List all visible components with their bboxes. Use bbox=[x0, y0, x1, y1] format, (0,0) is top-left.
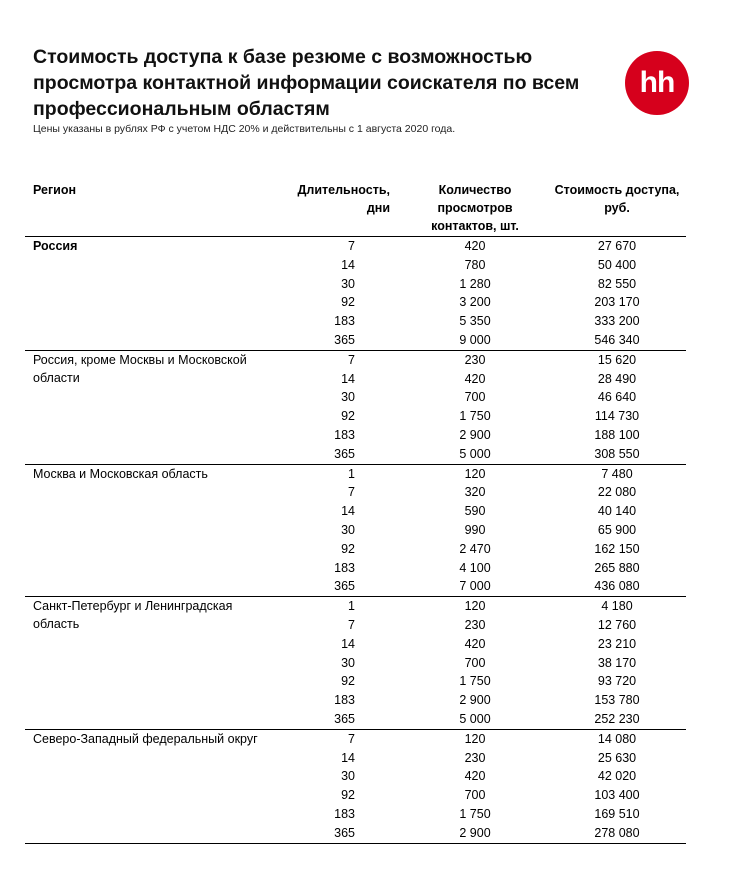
cell-views: 320 bbox=[464, 485, 486, 500]
cell-cost: 12 760 bbox=[597, 618, 637, 632]
cell-views: 120 bbox=[464, 599, 486, 614]
cell-days: 14 bbox=[341, 504, 355, 519]
cell-days: 14 bbox=[341, 750, 355, 765]
cell-views: 3 200 bbox=[459, 295, 491, 310]
cell-days: 92 bbox=[341, 674, 355, 689]
region-name: Санкт-Петербург и Ленинградская область bbox=[33, 599, 233, 632]
cell-views: 1 750 bbox=[459, 674, 491, 689]
cell-days: 30 bbox=[341, 276, 355, 291]
cell-views: 590 bbox=[464, 504, 486, 519]
cell-views: 700 bbox=[464, 655, 486, 670]
cell-views: 7 000 bbox=[459, 579, 491, 594]
hh-logo bbox=[625, 51, 689, 115]
cell-days: 183 bbox=[334, 693, 355, 708]
cell-cost: 252 230 bbox=[594, 712, 640, 726]
cell-cost: 23 210 bbox=[597, 636, 637, 651]
cell-days: 1 bbox=[348, 599, 355, 614]
cell-cost: 153 780 bbox=[594, 693, 640, 708]
cell-cost: 25 630 bbox=[597, 750, 637, 765]
cell-cost: 93 720 bbox=[597, 674, 637, 689]
cell-days: 14 bbox=[341, 257, 355, 272]
cell-cost: 333 200 bbox=[594, 314, 640, 329]
cell-days: 183 bbox=[334, 428, 355, 442]
cell-cost: 7 480 bbox=[601, 466, 633, 481]
cell-cost: 46 640 bbox=[597, 390, 637, 405]
cell-views: 5 350 bbox=[459, 314, 491, 329]
cell-days: 365 bbox=[334, 446, 355, 461]
cell-views: 9 000 bbox=[459, 333, 491, 347]
cell-cost: 82 550 bbox=[597, 276, 637, 291]
cell-days: 14 bbox=[341, 636, 355, 651]
cell-days: 7 bbox=[348, 485, 355, 500]
cell-views: 700 bbox=[464, 390, 486, 405]
cell-days: 92 bbox=[341, 409, 355, 424]
header-views: Количество просмотров контактов, шт. bbox=[431, 183, 519, 233]
cell-views: 420 bbox=[464, 371, 486, 386]
cell-views: 1 750 bbox=[459, 807, 491, 821]
cell-cost: 38 170 bbox=[597, 655, 637, 670]
cell-days: 1 bbox=[348, 466, 355, 481]
cell-views: 120 bbox=[464, 731, 486, 746]
cell-days: 365 bbox=[334, 712, 355, 726]
cell-views: 780 bbox=[464, 257, 486, 272]
cell-days: 92 bbox=[341, 541, 355, 556]
cell-days: 365 bbox=[334, 333, 355, 347]
cell-days: 7 bbox=[348, 352, 355, 367]
region-name: Россия bbox=[33, 239, 78, 253]
cell-days: 7 bbox=[348, 239, 355, 253]
cell-views: 230 bbox=[464, 750, 486, 765]
cell-views: 1 280 bbox=[459, 276, 491, 291]
cell-views: 230 bbox=[464, 618, 486, 632]
table-bottom-border bbox=[25, 843, 686, 844]
cell-days: 7 bbox=[348, 618, 355, 632]
cell-cost: 22 080 bbox=[597, 485, 637, 500]
cell-cost: 203 170 bbox=[594, 295, 640, 310]
cell-days: 7 bbox=[348, 731, 355, 746]
cell-cost: 546 340 bbox=[594, 333, 640, 347]
cell-cost: 14 080 bbox=[597, 731, 637, 746]
region-name: Россия, кроме Москвы и Московской области bbox=[33, 352, 247, 385]
cell-cost: 169 510 bbox=[594, 807, 640, 821]
cell-days: 14 bbox=[341, 371, 355, 386]
cell-days: 92 bbox=[341, 788, 355, 803]
cell-cost: 103 400 bbox=[594, 788, 640, 803]
cell-views: 4 100 bbox=[459, 560, 491, 575]
cell-days: 365 bbox=[334, 579, 355, 594]
cell-days: 183 bbox=[334, 807, 355, 821]
page-title: Стоимость доступа к базе резюме с возможностью просмотра контактной информации соискателя по всем профессиональным областям bbox=[33, 46, 580, 120]
cell-days: 30 bbox=[341, 523, 355, 537]
cell-views: 420 bbox=[464, 239, 486, 253]
cell-views: 5 000 bbox=[459, 446, 491, 461]
cell-cost: 27 670 bbox=[597, 239, 637, 253]
logo-text: hh bbox=[639, 66, 675, 99]
cell-cost: 4 180 bbox=[601, 599, 633, 614]
cell-views: 420 bbox=[464, 636, 486, 651]
cell-views: 2 470 bbox=[459, 541, 491, 556]
cell-cost: 436 080 bbox=[594, 579, 640, 594]
cell-views: 990 bbox=[464, 523, 486, 537]
cell-views: 2 900 bbox=[459, 693, 491, 708]
cell-cost: 114 730 bbox=[594, 409, 640, 424]
cell-views: 420 bbox=[464, 769, 486, 784]
cell-cost: 162 150 bbox=[594, 541, 640, 556]
cell-days: 183 bbox=[334, 560, 355, 575]
cell-days: 30 bbox=[341, 655, 355, 670]
cell-days: 183 bbox=[334, 314, 355, 329]
cell-cost: 15 620 bbox=[597, 352, 637, 367]
region-name: Северо-Западный федеральный округ bbox=[33, 731, 258, 746]
header-days: Длительность, дни bbox=[297, 183, 390, 215]
cell-views: 1 750 bbox=[459, 409, 491, 424]
cell-cost: 265 880 bbox=[594, 560, 640, 575]
cell-days: 92 bbox=[341, 295, 355, 310]
cell-cost: 188 100 bbox=[594, 428, 640, 442]
cell-days: 365 bbox=[334, 825, 355, 840]
cell-views: 120 bbox=[464, 466, 486, 481]
cell-cost: 65 900 bbox=[597, 523, 637, 537]
cell-cost: 278 080 bbox=[594, 825, 640, 840]
header-region: Регион bbox=[33, 183, 77, 197]
cell-days: 30 bbox=[341, 390, 355, 405]
cell-views: 700 bbox=[464, 788, 486, 803]
cell-cost: 308 550 bbox=[594, 446, 640, 461]
cell-cost: 50 400 bbox=[597, 257, 637, 272]
cell-days: 30 bbox=[341, 769, 355, 784]
cell-cost: 28 490 bbox=[597, 371, 637, 386]
cell-cost: 40 140 bbox=[597, 504, 637, 519]
cell-views: 230 bbox=[464, 352, 486, 367]
header-cost: Стоимость доступа, руб. bbox=[554, 183, 680, 215]
region-name: Москва и Московская область bbox=[33, 466, 208, 481]
cell-views: 2 900 bbox=[459, 825, 491, 840]
cell-views: 5 000 bbox=[459, 712, 491, 726]
cell-cost: 42 020 bbox=[597, 769, 637, 784]
price-note: Цены указаны в рублях РФ с учетом НДС 20% и действительны с 1 августа 2020 года. bbox=[33, 123, 456, 135]
cell-views: 2 900 bbox=[459, 428, 491, 442]
